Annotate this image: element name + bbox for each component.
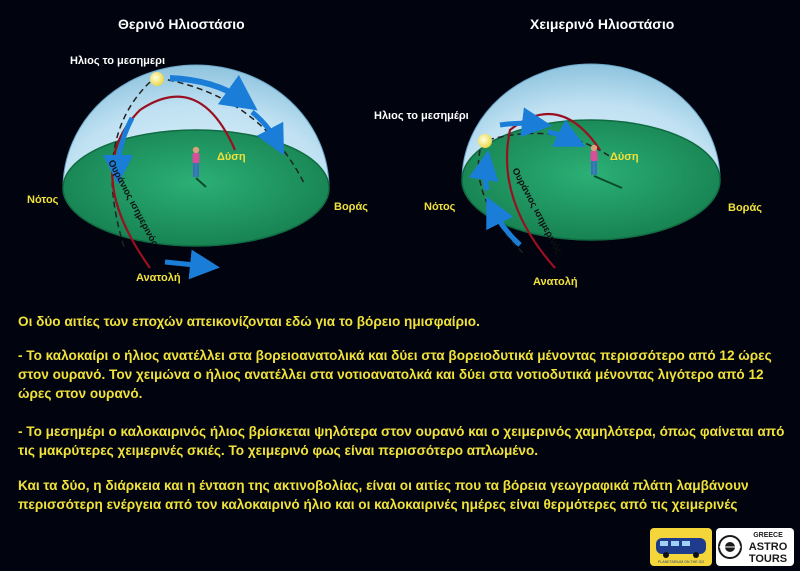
planetarium-logo [650, 528, 712, 566]
astro-tours-logo [716, 528, 794, 566]
paragraph-noon-height: - Το μεσημέρι ο καλοκαιρινός ήλιος βρίσκεται ψηλότερα στον ουρανό και ο χειμερινός χαμηλότερα, όπως φαίνεται από τις μακρύτερες χειμερινές σκιές. Το χειμερινό φως είναι περισσότερο απλωμένο. [18, 424, 785, 458]
astro-logo-mid: ASTRO [748, 541, 788, 553]
summer-sun-icon [150, 72, 164, 86]
winter-south-label: Νότος [424, 201, 456, 213]
astro-logo-bottom: TOURS [748, 553, 788, 565]
summer-title: Θερινό Ηλιοστάσιο [118, 16, 245, 32]
winter-dome-group [462, 64, 720, 268]
summer-north-label: Βοράς [334, 201, 368, 213]
winter-sun-label: Ηλιος το μεσημέρι [374, 110, 469, 122]
winter-sun-icon [478, 134, 492, 148]
winter-north-label: Βοράς [728, 202, 762, 214]
summer-west-label: Δύση [217, 151, 246, 163]
planetarium-logo-text: PLANETARIUM ON THE GO [657, 560, 705, 564]
astro-logo-top: GREECE [753, 532, 783, 539]
summer-south-label: Νότος [27, 194, 59, 206]
summer-dome-group [63, 65, 329, 268]
summer-arrow-bottom [165, 262, 205, 266]
winter-arrow-top [500, 123, 537, 125]
paragraph-conclusion: Και τα δύο, η διάρκεια και η ένταση της ακτινοβολίας, είναι οι αιτίες που τα βόρεια γεωγραφικά πλάτη λαμβάνουν περισσότερη ενέργεια από τον καλοκαιρινό ήλιο και οι καλοκαιρινές ημέρες είναι θερμότερες από τις χειμερινές [18, 478, 749, 512]
winter-west-label: Δύση [610, 151, 639, 163]
winter-arrow-left [485, 165, 487, 190]
planetarium-bus-icon [650, 528, 712, 566]
paragraph-sunrise-sunset: - Το καλοκαίρι ο ήλιος ανατέλλει στα βορειοανατολικά και δύει στα βορειοδυτικά μένοντας περισσότερο από 12 ώρες στον ουρανό. Τον χειμώνα ο ήλιος ανατέλλει στα νοτιοανατολκά και δύει στα νοτιοδυτικά μένοντας λιγότερο από 12 ώρες στον ουρανό. [18, 348, 772, 401]
winter-title: Χειμερινό Ηλιοστάσιο [530, 16, 675, 32]
summer-sun-label: Ηλιος το μεσημερι [70, 55, 165, 67]
winter-east-label: Ανατολή [533, 276, 578, 288]
paragraph-intro: Οι δύο αιτίες των εποχών απεικονίζονται εδώ για το βόρειο ημισφαίριο. [18, 314, 480, 329]
astro-tours-emblem [716, 528, 794, 566]
summer-east-label: Ανατολή [136, 272, 181, 284]
summer-equator-label: Ουράνιος ισημερινός [105, 158, 161, 248]
winter-equator-label: Ουράνιος ισημερινός [509, 166, 565, 256]
